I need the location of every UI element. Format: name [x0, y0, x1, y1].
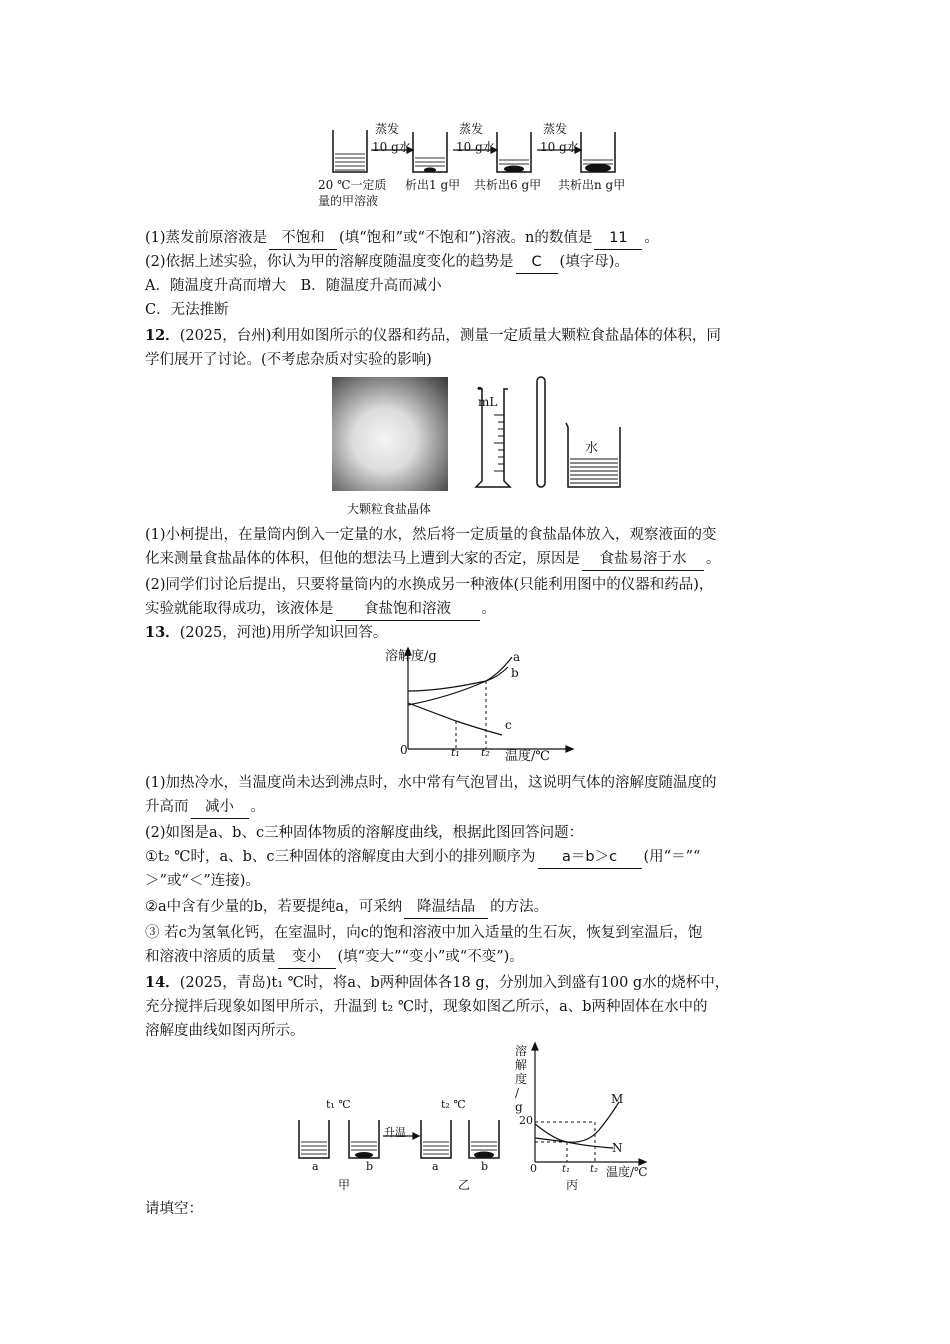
caption-start-2: 量的甲溶液 [318, 194, 379, 208]
q14-line3: 溶解度曲线如图丙所示。 [145, 1023, 305, 1039]
q12-part2-line1: (2)同学们讨论后提出，只要将量筒内的水换成另一种液体(只能利用图中的仪器和药品)， [145, 577, 714, 593]
label-t2-temp: t₂ ℃ [441, 1098, 466, 1111]
q13-part1-line1: (1)加热冷水，当温度尚未达到沸点时，水中常有气泡冒出，这说明气体的溶解度随温度的 [145, 775, 717, 791]
answer-blank: 降温结晶 [404, 896, 488, 919]
solubility-chart-mn [515, 1040, 655, 1166]
arrow2-bottom: 10 g水 [456, 140, 495, 154]
q13-part1-line2: 升高而 减小 。 [145, 796, 265, 819]
q12-line1: 12．(2025，台州)利用如图所示的仪器和药品，测量一定质量大颗粒食盐晶体的体积，同 [145, 327, 721, 344]
beaker-water-label: 水 [585, 441, 599, 456]
beaker-b-label: b [366, 1160, 374, 1173]
q11-part1: (1)蒸发前原溶液是 不饱和 (填“饱和”或“不饱和”)溶液。n的数值是 11 。 [145, 227, 659, 250]
curve-b [408, 667, 508, 691]
chart-xlabel: 温度/℃ [505, 749, 550, 764]
figure-yi-label: 乙 [458, 1178, 471, 1192]
figure-jia-label: 甲 [338, 1178, 351, 1192]
figure-bing-label: 丙 [566, 1178, 579, 1192]
q14-line1: 14．(2025，青岛)t₁ ℃时，将a、b两种固体各18 g，分别加入到盛有100 g水的烧杯中， [145, 974, 730, 991]
q11-part2: (2)依据上述实验，你认为甲的溶解度随温度变化的趋势是 C (填字母)。 [145, 251, 629, 274]
cylinder-ml-label: mL [478, 395, 498, 409]
answer-blank: C [516, 251, 558, 274]
caption-step3: 共析出n g甲 [558, 178, 626, 192]
label-t1-temp: t₁ ℃ [326, 1098, 351, 1111]
q13-sub3-line1: ③ 若c为氢氧化钙，在室温时，向c的饱和溶液中加入适量的生石灰，恢复到室温后，饱 [145, 925, 703, 941]
chart-origin: 0 [400, 743, 408, 757]
q12-line2: 学们展开了讨论。(不考虑杂质对实验的影响) [145, 352, 432, 368]
q11-options-ab: A．随温度升高而增大 B．随温度升高而减小 [145, 278, 442, 294]
q13-sub1-line2: ＞”或“＜”连接)。 [145, 873, 260, 889]
tick-t2: t₂ [481, 746, 490, 759]
legend-n: N [612, 1141, 623, 1155]
answer-blank: 减小 [191, 796, 249, 819]
chart-mn-ylabel: 溶 解 度 / g [515, 1044, 528, 1114]
chart-mn-origin: 0 [530, 1162, 537, 1175]
tick-mn-t1: t₁ [562, 1164, 571, 1175]
photo-caption: 大颗粒食盐晶体 [347, 502, 432, 516]
tick-20: 20 [519, 1114, 533, 1127]
q13-line1: 13．(2025，河池)用所学知识回答。 [145, 624, 388, 641]
answer-blank: 食盐饱和溶液 [336, 598, 480, 621]
q14-line2: 充分搅拌后现象如图甲所示，升温到 t₂ ℃时，现象如图乙所示，a、b两种固体在水中的 [145, 999, 708, 1015]
chart-ylabel: 溶解度/g [385, 649, 437, 664]
answer-blank: 变小 [278, 946, 336, 969]
footer-prompt: 请填空： [145, 1201, 203, 1217]
legend-a: a [513, 650, 521, 664]
answer-blank: 不饱和 [269, 227, 337, 250]
legend-b: b [511, 666, 519, 680]
answer-blank: 11 [594, 227, 642, 250]
label-heat: 升温 [384, 1126, 406, 1139]
q13-sub3-line2: 和溶液中溶质的质量 变小 (填“变大”“变小”或“不变”)。 [145, 946, 524, 969]
q12-part2-line2: 实验就能取得成功，该液体是 食盐饱和溶液 。 [145, 598, 496, 621]
curve-n [535, 1138, 613, 1148]
tick-t1: t₁ [451, 746, 460, 759]
caption-step1: 析出1 g甲 [405, 178, 461, 192]
beaker-a-label: a [312, 1160, 319, 1173]
arrow1-bottom: 10 g水 [372, 140, 411, 154]
legend-m: M [611, 1092, 624, 1106]
answer-blank: 食盐易溶于水 [582, 548, 704, 571]
q12-part1-line1: (1)小柯提出，在量筒内倒入一定量的水，然后将一定质量的食盐晶体放入，观察液面的变 [145, 527, 717, 543]
q13-part2: (2)如图是a、b、c三种固体物质的溶解度曲线，根据此图回答问题： [145, 825, 584, 841]
q13-sub1-line1: ①t₂ ℃时，a、b、c三种固体的溶解度由大到小的排列顺序为 a＝b＞c (用“＝”“ [145, 846, 700, 869]
q12-part1-line2: 化来测量食盐晶体的体积，但他的想法马上遭到大家的否定，原因是 食盐易溶于水 。 [145, 548, 721, 571]
beaker-b2-label: b [481, 1160, 489, 1173]
q13-sub2: ②a中含有少量的b，若要提纯a，可采纳 降温结晶 的方法。 [145, 896, 548, 919]
beaker-a2-label: a [432, 1160, 439, 1173]
arrow3-bottom: 10 g水 [540, 140, 579, 154]
legend-c: c [505, 718, 512, 732]
arrow2-top: 蒸发 [459, 122, 484, 136]
curve-a [408, 657, 512, 705]
salt-crystal-photo [332, 377, 448, 491]
arrow1-top: 蒸发 [375, 122, 400, 136]
caption-start-1: 20 ℃一定质 [318, 178, 387, 192]
curve-c [408, 703, 502, 735]
q11-option-c: C．无法推断 [145, 302, 229, 318]
answer-blank: a＝b＞c [538, 846, 642, 869]
lab-apparatus [470, 375, 630, 495]
chart-mn-xlabel: 温度/℃ [606, 1165, 648, 1179]
arrow3-top: 蒸发 [543, 122, 568, 136]
tick-mn-t2: t₂ [590, 1164, 599, 1175]
caption-step2: 共析出6 g甲 [474, 178, 542, 192]
